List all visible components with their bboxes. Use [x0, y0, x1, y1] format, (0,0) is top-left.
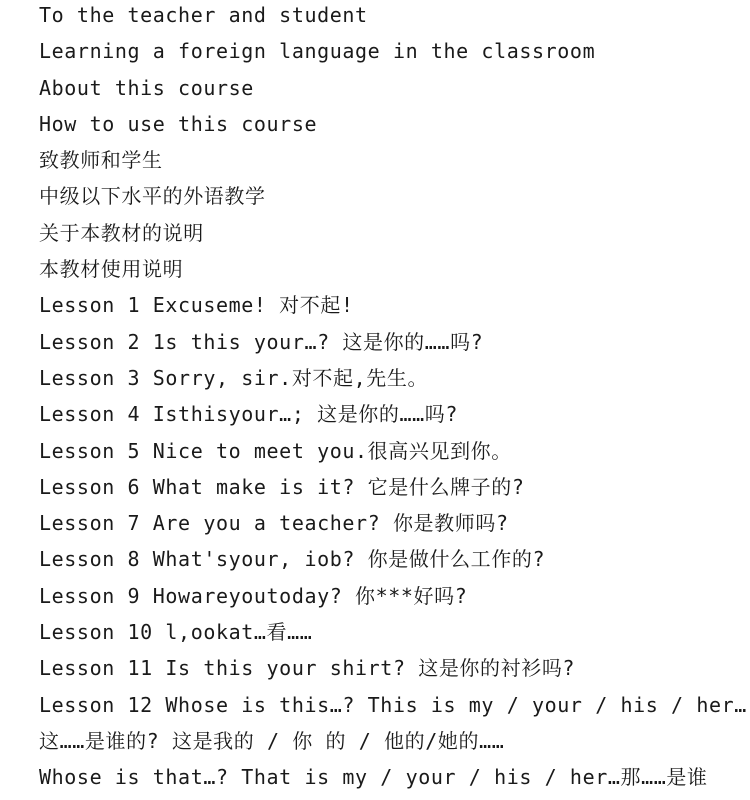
- toc-line-zh-how-to-use: 本教材使用说明: [39, 257, 184, 282]
- toc-line-to-teacher-and-student: To the teacher and student: [39, 3, 368, 27]
- toc-line-lesson-8: Lesson 8 What'syour, iob? 你是做什么工作的?: [39, 547, 546, 572]
- toc-line-zh-foreign-language-teaching: 中级以下水平的外语教学: [39, 184, 266, 209]
- toc-line-lesson-2: Lesson 2 1s this your…? 这是你的……吗?: [39, 329, 484, 354]
- toc-line-lesson-9: Lesson 9 Howareyoutoday? 你***好吗?: [39, 583, 468, 608]
- toc-line-lesson-12: Lesson 12 Whose is this…? This is my / your / his / her…: [39, 692, 747, 717]
- toc-line-zh-about-textbook: 关于本教材的说明: [39, 220, 204, 245]
- toc-line-how-to-use-course: How to use this course: [39, 111, 318, 136]
- toc-line-lesson-7: Lesson 7 Are you a teacher? 你是教师吗?: [39, 511, 509, 536]
- toc-line-lesson-12-zh: 这……是谁的? 这是我的 / 你 的 / 他的/她的……: [39, 728, 505, 753]
- toc-line-lesson-11: Lesson 11 Is this your shirt? 这是你的衬衫吗?: [39, 656, 576, 681]
- toc-line-zh-teacher-student: 致教师和学生: [39, 148, 163, 173]
- toc-line-lesson-4: Lesson 4 Isthisyour…; 这是你的……吗?: [39, 402, 459, 427]
- toc-line-lesson-3: Lesson 3 Sorry, sir.对不起,先生。: [39, 365, 429, 390]
- toc-line-lesson-1: Lesson 1 Excuseme! 对不起!: [39, 293, 354, 318]
- toc-line-lesson-6: Lesson 6 What make is it? 它是什么牌子的?: [39, 474, 525, 499]
- toc-line-lesson-10: Lesson 10 l,ookat…看……: [39, 620, 313, 645]
- toc-line-lesson-12-that: Whose is that…? That is my / your / his / her…那……是谁: [39, 765, 708, 790]
- toc-line-about-this-course: About this course: [39, 75, 254, 100]
- table-of-contents: [39, 0, 747, 799]
- toc-line-lesson-5: Lesson 5 Nice to meet you.很高兴见到你。: [39, 438, 512, 463]
- toc-line-learning-foreign-language: Learning a foreign language in the classroom: [39, 39, 596, 64]
